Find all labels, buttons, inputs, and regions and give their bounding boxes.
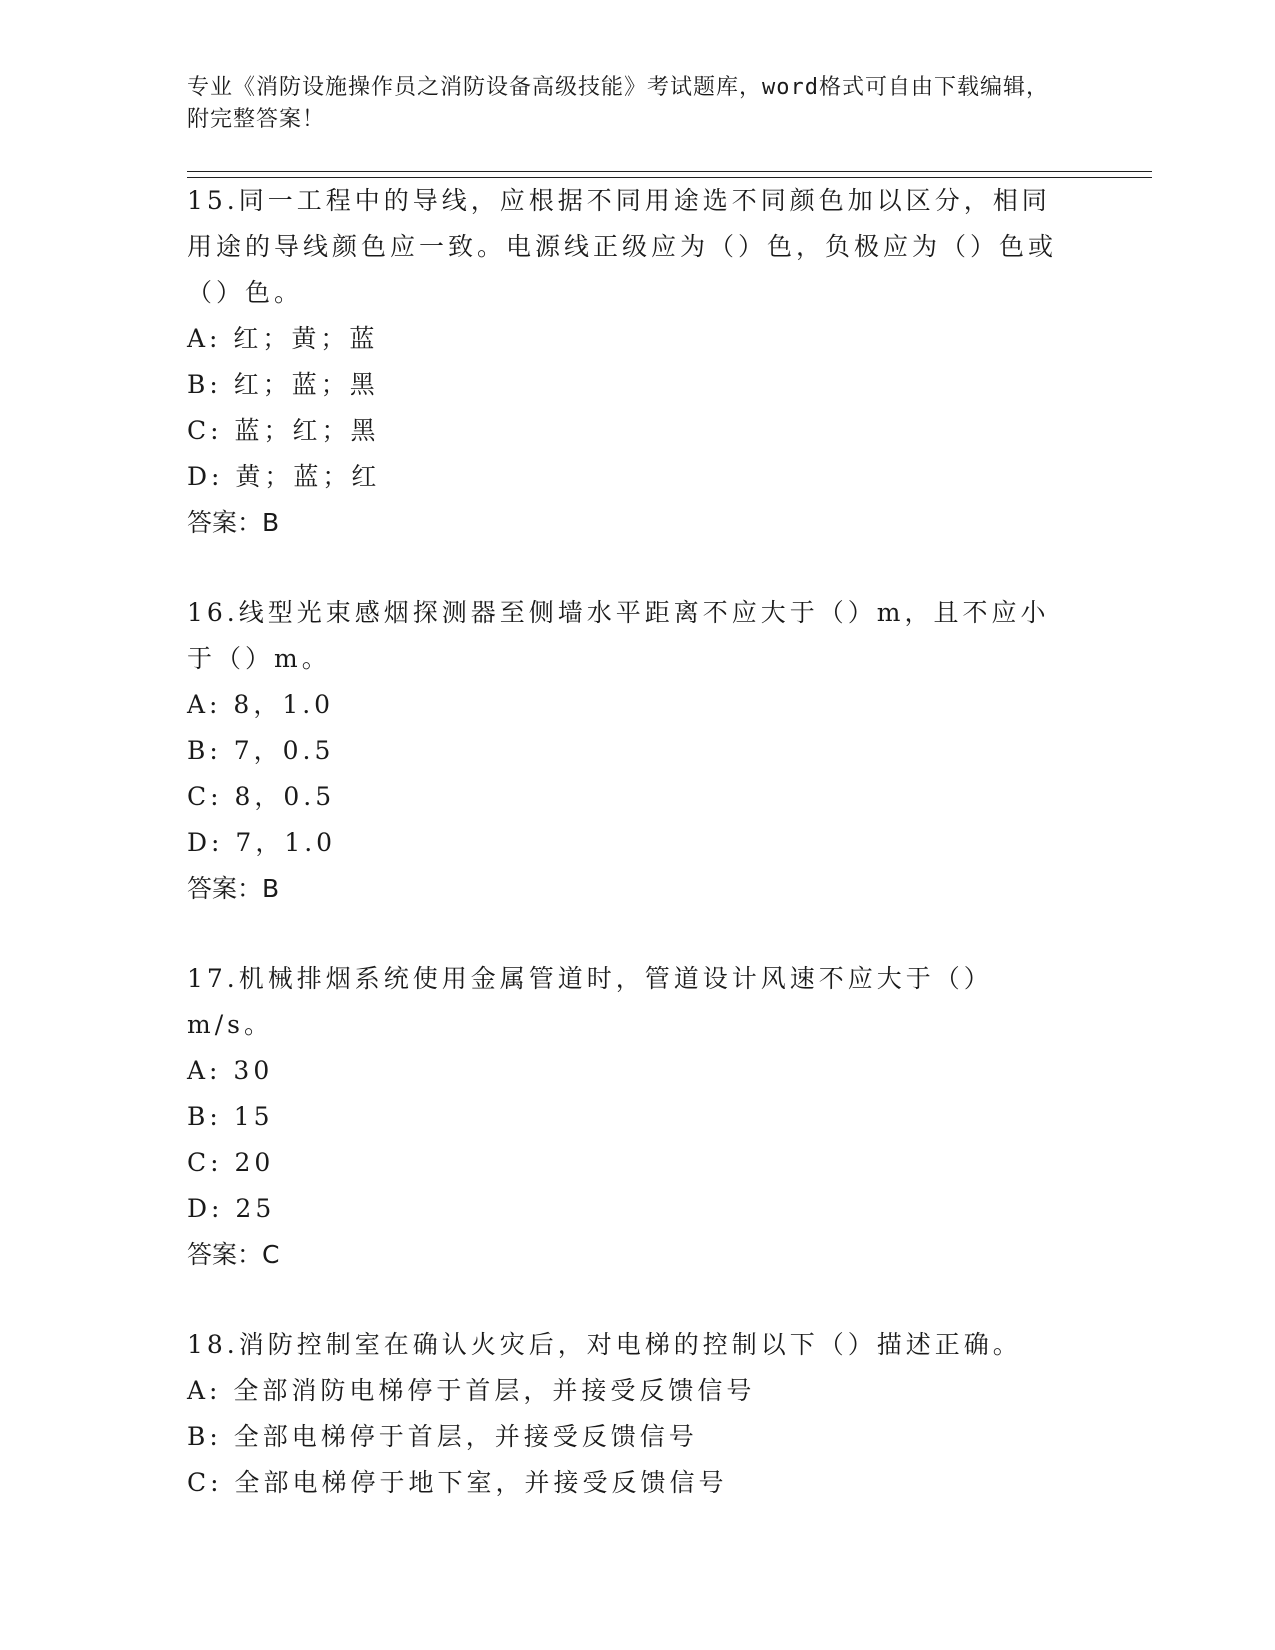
option-d: D: 黄；蓝；红 (187, 462, 381, 491)
question-stem: 17.机械排烟系统使用金属管道时，管道设计风速不应大于（）m/s。 (187, 964, 993, 1039)
option-d: D: 7，1.0 (187, 828, 337, 857)
question-18 (187, 1322, 1152, 1506)
question-16 (187, 590, 1152, 912)
option-b: B: 15 (187, 1102, 274, 1131)
question-stem: 15.同一工程中的导线，应根据不同用途选不同颜色加以区分，相同用途的导线颜色应一致。电源线正级应为（）色，负极应为（）色或（）色。 (187, 186, 1058, 307)
option-c: C: 全部电梯停于地下室，并接受反馈信号 (187, 1468, 728, 1497)
option-a: A: 全部消防电梯停于首层，并接受反馈信号 (187, 1376, 756, 1405)
answer: 答案：B (187, 874, 280, 903)
question-15 (187, 178, 1152, 546)
question-stem: 16.线型光束感烟探测器至侧墙水平距离不应大于（）m，且不应小于（）m。 (187, 598, 1050, 673)
option-d: D: 25 (187, 1194, 276, 1223)
option-a: A: 8，1.0 (187, 690, 335, 719)
document-header: 专业《消防设施操作员之消防设备高级技能》考试题库，word格式可自由下载编辑，附完整答案！ (187, 75, 1049, 132)
question-stem: 18.消防控制室在确认火灾后，对电梯的控制以下（）描述正确。 (187, 1330, 1022, 1359)
option-a: A: 红；黄；蓝 (187, 324, 379, 353)
document-page (187, 72, 1152, 1506)
option-b: B: 7，0.5 (187, 736, 335, 765)
option-c: C: 蓝；红；黑 (187, 416, 380, 445)
option-c: C: 20 (187, 1148, 275, 1177)
header-divider (187, 171, 1152, 178)
option-b: B: 红；蓝；黑 (187, 370, 379, 399)
answer: 答案：B (187, 508, 280, 537)
question-17 (187, 956, 1152, 1278)
option-b: B: 全部电梯停于首层，并接受反馈信号 (187, 1422, 698, 1451)
answer: 答案：C (187, 1240, 280, 1269)
option-a: A: 30 (187, 1056, 274, 1085)
option-c: C: 8，0.5 (187, 782, 336, 811)
